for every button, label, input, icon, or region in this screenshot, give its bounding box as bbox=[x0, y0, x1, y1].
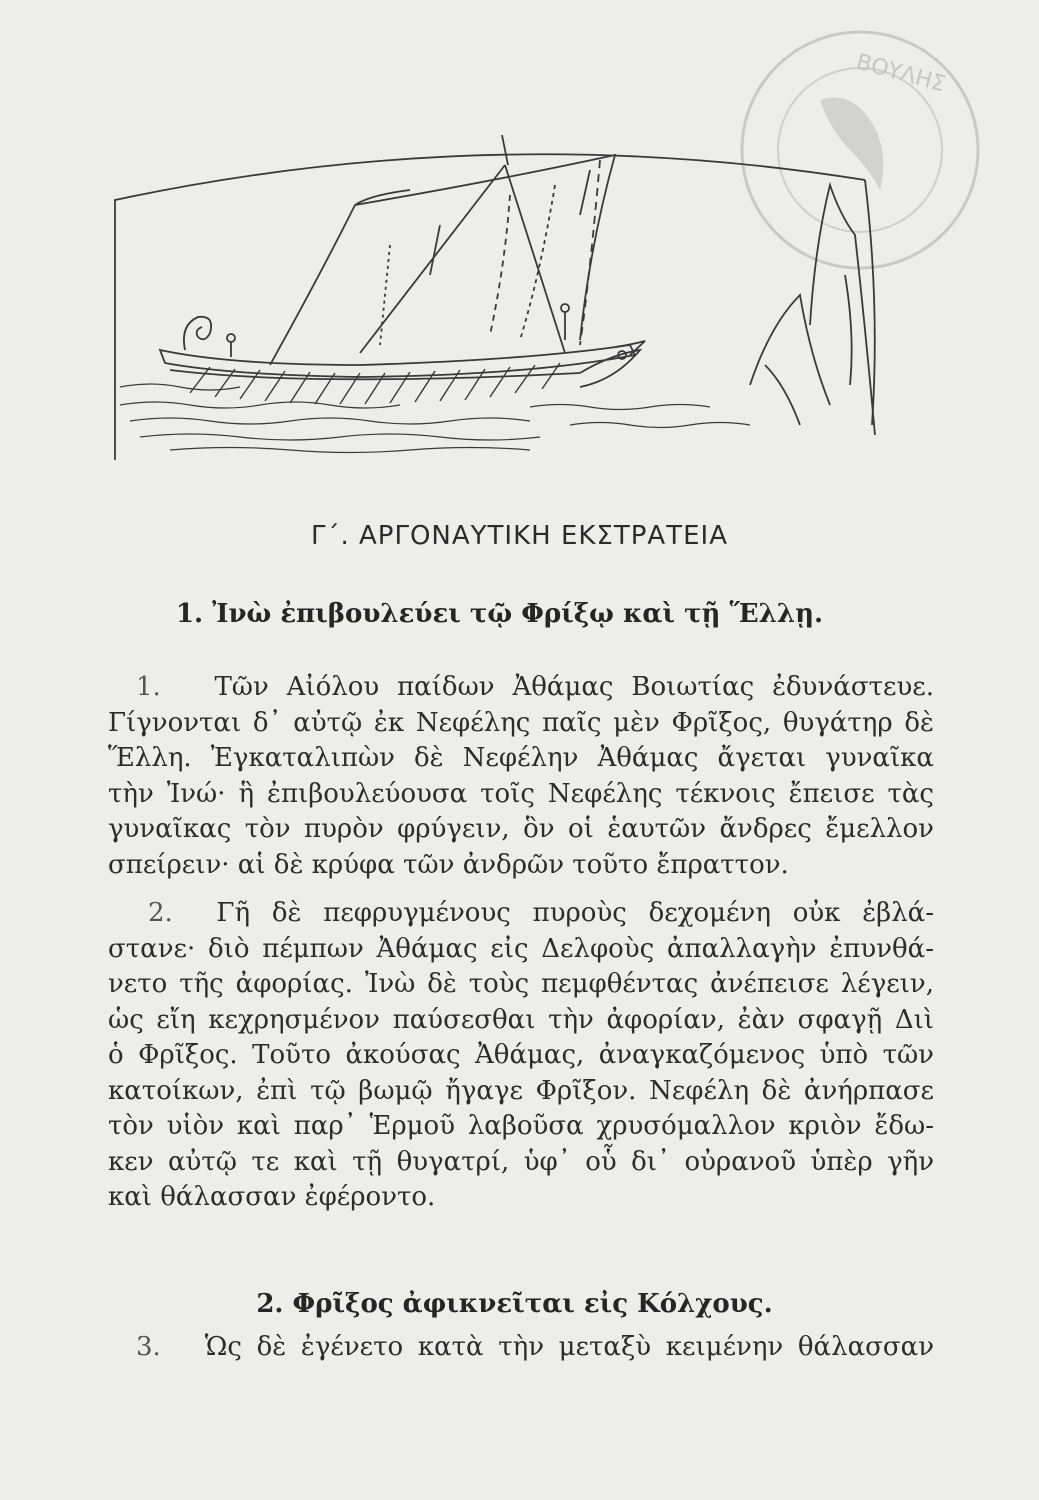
text-line: 1. Τῶν Αἰόλου παίδων Ἀθάμας Βοιωτίας ἐδυνάστευε. bbox=[136, 672, 934, 702]
paragraph bbox=[108, 670, 934, 883]
text-line: τὴν Ἰνώ· ἣ ἐπιβουλεύουσα τοῖς Νεφέλης τέκνοις ἔπεισε τὰς bbox=[108, 778, 934, 809]
text-line: σπείρειν· αἱ δὲ κρύφα τῶν ἀνδρῶν τοῦτο ἔπραττον. bbox=[108, 849, 789, 880]
argo-ship-illustration bbox=[110, 125, 900, 465]
text-line: ὡς εἴη κεχρησμένον παύσεσθαι τὴν ἀφορίαν, ἐὰν σφαγῇ Διὶ bbox=[108, 1004, 934, 1035]
text-line: Ἕλλη. Ἐγκαταλιπὼν δὲ Νεφέλην Ἀθάμας ἄγεται γυναῖκα bbox=[108, 743, 934, 773]
text-line: κατοίκων, ἐπὶ τῷ βωμῷ ἤγαγε Φρῖξον. Νεφέλη δὲ ἀνήρπασε bbox=[108, 1075, 934, 1106]
text-line: 3. Ὡς δὲ ἐγένετο κατὰ τὴν μεταξὺ κειμένην θάλασσαν bbox=[136, 1332, 934, 1362]
text-line: κεν αὐτῷ τε καὶ τῇ θυγατρί, ὑφ᾽ οὗ δι᾽ οὐρανοῦ ὑπὲρ γῆν bbox=[108, 1146, 934, 1177]
chapter-title: Γ΄. ΑΡΓΟΝΑΥΤΙΚΗ ΕΚΣΤΡΑΤΕΙΑ bbox=[311, 521, 728, 551]
paragraph bbox=[108, 896, 934, 1216]
paragraph-number: 3. bbox=[136, 1332, 161, 1362]
text-line: 2. Γῆ δὲ πεφρυγμένους πυροὺς δεχομένη οὐκ ἐβλά- bbox=[148, 898, 935, 928]
text-line: ὁ Φρῖξος. Τοῦτο ἀκούσας Ἀθάμας, ἀναγκαζόμενος ὑπὸ τῶν bbox=[108, 1040, 934, 1070]
section-heading: 2. Φρῖξος ἀφικνεῖται εἰς Κόλχους. bbox=[256, 1289, 773, 1319]
text-line: Γίγνονται δ᾽ αὐτῷ ἐκ Νεφέλης παῖς μὲν Φρῖξος, θυγάτηρ δὲ bbox=[108, 707, 934, 738]
paragraph-number: 1. bbox=[136, 672, 161, 702]
text-line: γυναῖκας τὸν πυρὸν φρύγειν, ὃν οἱ ἑαυτῶν ἄνδρες ἔμελλον bbox=[108, 814, 934, 844]
text-line: νετο τῆς ἀφορίας. Ἰνὼ δὲ τοὺς πεμφθέντας ἀνέπεισε λέγειν, bbox=[108, 969, 934, 999]
section-heading: 1. Ἰνὼ ἐπιβουλεύει τῷ Φρίξῳ καὶ τῇ Ἕλλῃ. bbox=[175, 599, 824, 629]
paragraph bbox=[108, 1330, 934, 1366]
text-line: καὶ θάλασσαν ἐφέροντο. bbox=[108, 1182, 436, 1212]
text-line: τὸν υἱὸν καὶ παρ᾽ Ἑρμοῦ λαβοῦσα χρυσόμαλλον κριὸν ἔδω- bbox=[108, 1111, 934, 1141]
paragraph-number: 2. bbox=[148, 898, 173, 928]
svg-text:ΒΟΥΛΗΣ: ΒΟΥΛΗΣ bbox=[853, 49, 949, 98]
text-line: στανε· διὸ πέμπων Ἀθάμας εἰς Δελφοὺς ἀπαλλαγὴν ἐπυνθά- bbox=[108, 933, 934, 964]
